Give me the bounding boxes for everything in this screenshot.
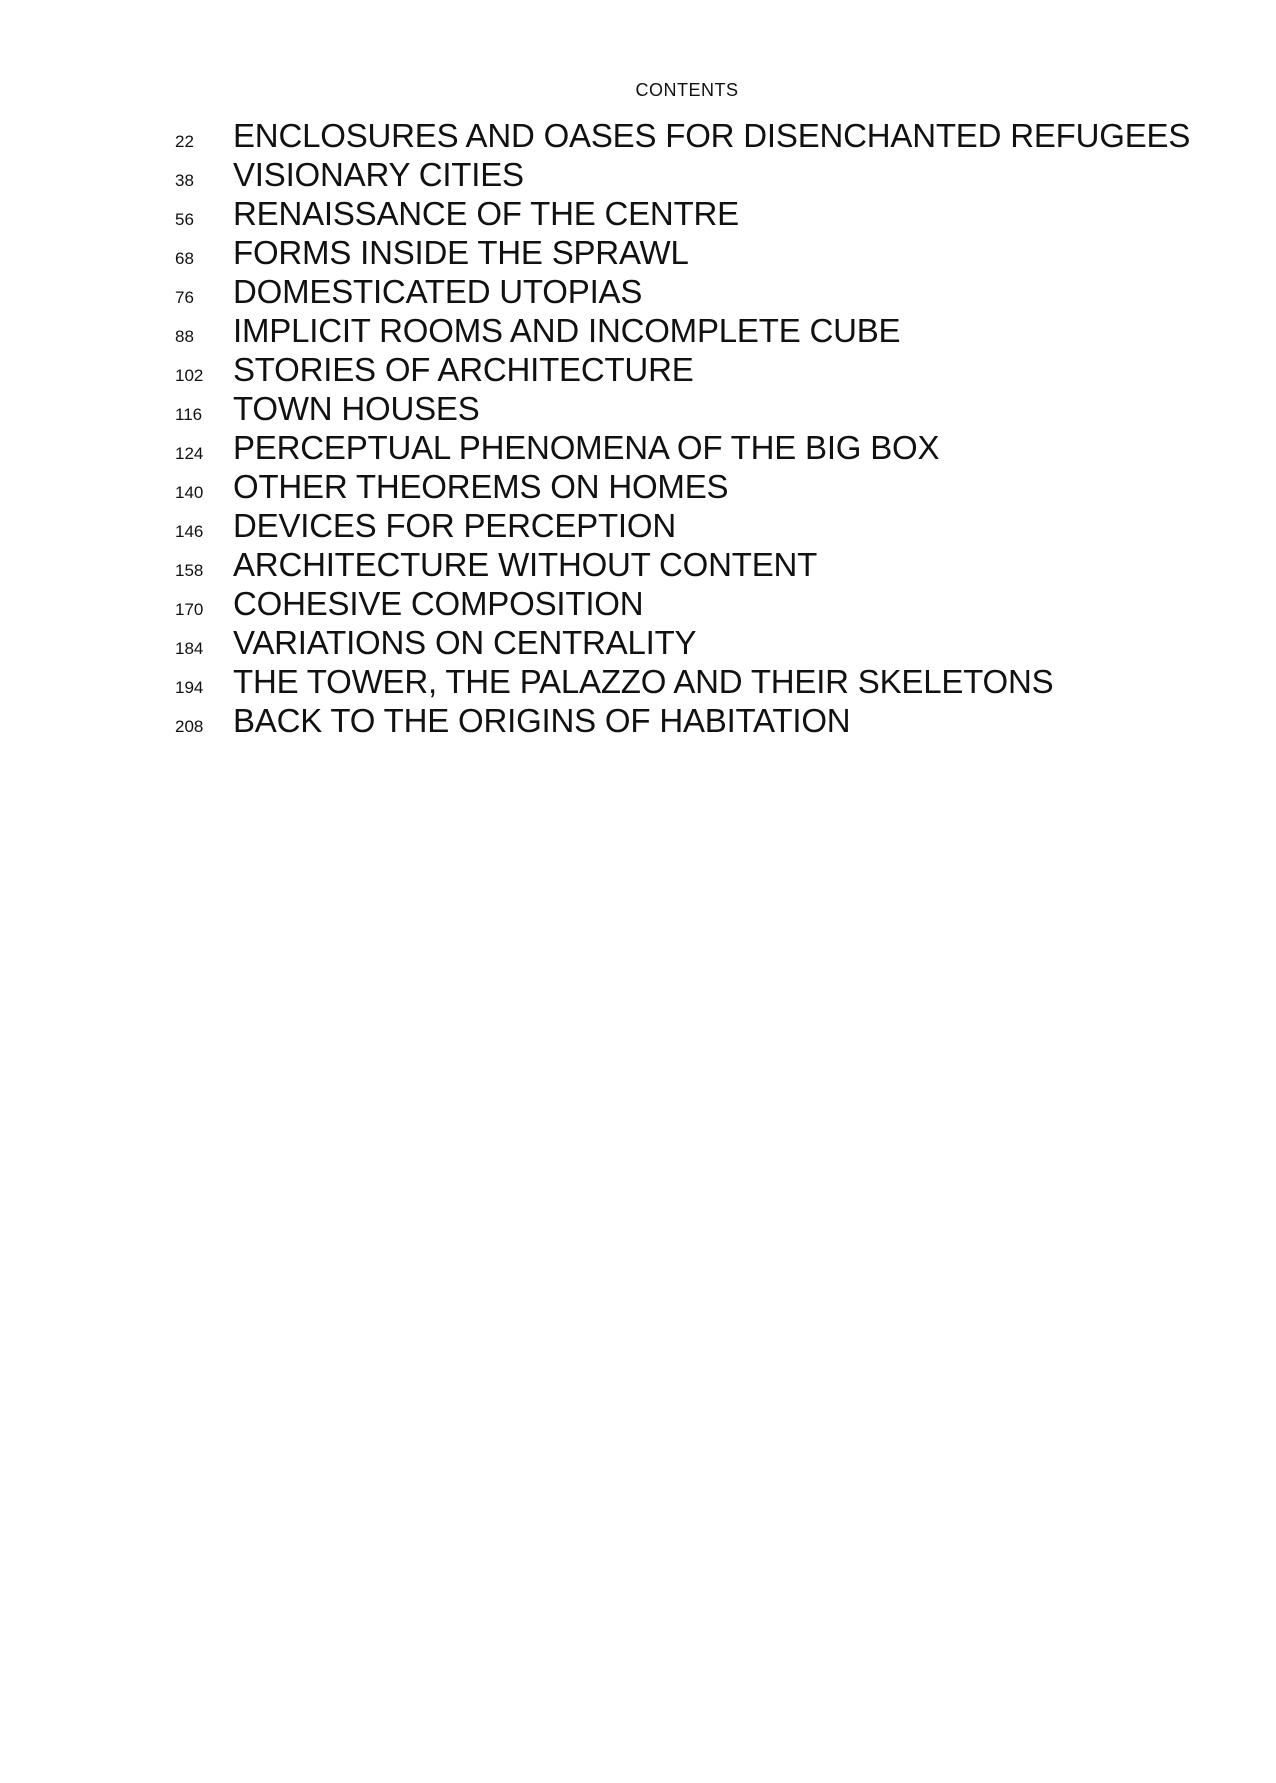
- toc-entry: [0, 117, 1276, 156]
- toc-entry: [0, 195, 1276, 234]
- toc-page-number: 38: [175, 171, 194, 190]
- toc-page-number: 88: [175, 327, 194, 346]
- toc-chapter-title: OTHER THEOREMS ON HOMES: [233, 468, 729, 505]
- toc-page-number: 68: [175, 249, 194, 268]
- toc-page-number: 158: [175, 561, 204, 580]
- toc-entry: [0, 624, 1276, 663]
- toc-page-number: 124: [175, 444, 204, 463]
- toc-chapter-title: VISIONARY CITIES: [233, 156, 524, 193]
- toc-chapter-title: ENCLOSURES AND OASES FOR DISENCHANTED REFUGEES: [233, 117, 1191, 154]
- toc-page-number: 208: [175, 717, 204, 736]
- toc-entry: [0, 273, 1276, 312]
- toc-chapter-title: BACK TO THE ORIGINS OF HABITATION: [233, 702, 851, 739]
- toc-entry: [0, 468, 1276, 507]
- toc-chapter-title: RENAISSANCE OF THE CENTRE: [233, 195, 739, 232]
- toc-page-number: 116: [175, 405, 203, 424]
- toc-entry: [0, 312, 1276, 351]
- toc-chapter-title: VARIATIONS ON CENTRALITY: [233, 624, 697, 661]
- toc-chapter-title: THE TOWER, THE PALAZZO AND THEIR SKELETONS: [233, 663, 1054, 700]
- toc-chapter-title: TOWN HOUSES: [233, 390, 480, 427]
- toc-page-number: 184: [175, 639, 204, 658]
- toc-chapter-title: DEVICES FOR PERCEPTION: [233, 507, 677, 544]
- toc-chapter-title: COHESIVE COMPOSITION: [233, 585, 644, 622]
- toc-entry: [0, 390, 1276, 429]
- table-of-contents: [0, 117, 1276, 741]
- toc-page-number: 56: [175, 210, 194, 229]
- toc-page-number: 170: [175, 600, 204, 619]
- toc-entry: [0, 234, 1276, 273]
- toc-entry: [0, 156, 1276, 195]
- toc-entry: [0, 663, 1276, 702]
- toc-chapter-title: ARCHITECTURE WITHOUT CONTENT: [233, 546, 818, 583]
- toc-page-number: 76: [175, 288, 194, 307]
- toc-entry: [0, 546, 1276, 585]
- toc-chapter-title: DOMESTICATED UTOPIAS: [233, 273, 643, 310]
- contents-heading: CONTENTS: [635, 80, 739, 100]
- toc-entry: [0, 507, 1276, 546]
- toc-chapter-title: PERCEPTUAL PHENOMENA OF THE BIG BOX: [233, 429, 940, 466]
- toc-chapter-title: FORMS INSIDE THE SPRAWL: [233, 234, 689, 271]
- toc-entry: [0, 702, 1276, 741]
- toc-page-number: 102: [175, 366, 204, 385]
- toc-entry: [0, 429, 1276, 468]
- toc-entry: [0, 585, 1276, 624]
- toc-chapter-title: IMPLICIT ROOMS AND INCOMPLETE CUBE: [233, 312, 901, 349]
- toc-entry: [0, 351, 1276, 390]
- toc-chapter-title: STORIES OF ARCHITECTURE: [233, 351, 694, 388]
- toc-page-number: 140: [175, 483, 204, 502]
- toc-page-number: 146: [175, 522, 204, 541]
- toc-page-number: 194: [175, 678, 204, 697]
- toc-page-number: 22: [175, 132, 194, 151]
